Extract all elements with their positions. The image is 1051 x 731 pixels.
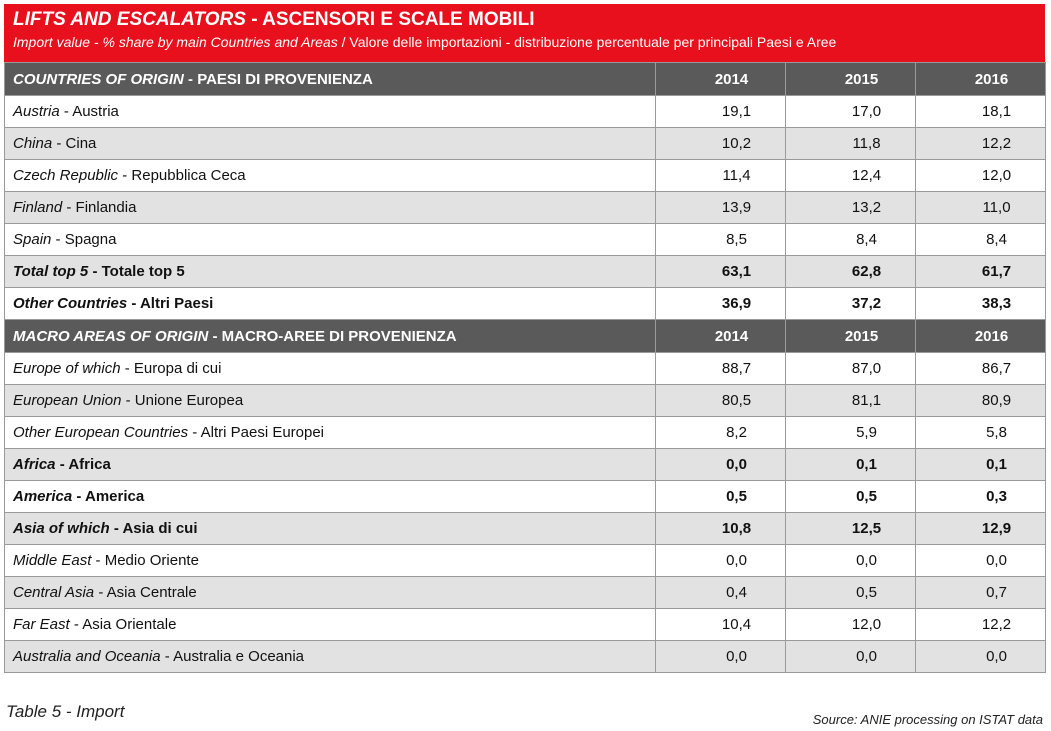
table-row (5, 385, 1046, 417)
row-label (5, 160, 656, 192)
section-heading-en: COUNTRIES OF ORIGIN (13, 70, 184, 88)
value-cell: 0,0 (786, 641, 916, 673)
row-label (5, 288, 656, 320)
label-separator: - (59, 103, 73, 120)
label-separator: - (94, 584, 107, 601)
heading-separator: - (183, 70, 198, 88)
row-label-it: Medio Oriente (104, 552, 199, 569)
label-separator: - (118, 167, 132, 184)
value-cell: 12,9 (916, 513, 1046, 545)
label-separator: - (91, 552, 105, 569)
row-label (5, 192, 656, 224)
row-label-it: Cina (65, 135, 97, 152)
value-cell: 87,0 (786, 353, 916, 385)
row-label-it: Unione Europea (134, 392, 244, 409)
label-separator: - (160, 648, 174, 665)
row-label-en: European Union (13, 392, 122, 409)
value-cell: 10,2 (656, 128, 786, 160)
row-label (5, 609, 656, 641)
value-cell: 81,1 (786, 385, 916, 417)
value-cell: 13,2 (786, 192, 916, 224)
value-cell: 8,2 (656, 417, 786, 449)
row-label (5, 577, 656, 609)
row-label (5, 96, 656, 128)
table-row (5, 449, 1046, 481)
row-label-en: Austria (13, 103, 60, 120)
title-it: ASCENSORI E SCALE MOBILI (262, 9, 535, 30)
value-cell: 0,3 (916, 481, 1046, 513)
value-cell: 0,0 (656, 545, 786, 577)
subtitle-en: Import value - % share by main Countries and Areas (13, 34, 338, 50)
value-cell: 37,2 (786, 288, 916, 320)
label-separator: - (69, 616, 83, 633)
value-cell: 12,2 (916, 128, 1046, 160)
value-cell: 36,9 (656, 288, 786, 320)
table-row (5, 481, 1046, 513)
label-separator: - (188, 424, 201, 441)
row-label-it: Finlandia (75, 199, 137, 216)
value-cell: 12,0 (916, 160, 1046, 192)
subtitle-separator: / (337, 34, 350, 50)
value-cell: 0,0 (656, 641, 786, 673)
row-label-it: Spagna (64, 231, 117, 248)
value-cell: 11,4 (656, 160, 786, 192)
row-label (5, 417, 656, 449)
heading-separator: - (208, 327, 222, 345)
value-cell: 10,4 (656, 609, 786, 641)
row-label (5, 224, 656, 256)
value-cell: 0,4 (656, 577, 786, 609)
row-label-en: China (13, 135, 53, 152)
row-label-en: America (13, 488, 73, 505)
value-cell: 17,0 (786, 96, 916, 128)
section-heading-en: MACRO AREAS OF ORIGIN (13, 327, 209, 345)
row-label-en: Asia of which (13, 520, 110, 537)
section-heading (5, 320, 656, 353)
value-cell: 18,1 (916, 96, 1046, 128)
section-heading (5, 63, 656, 96)
subtitle-it: Valore delle importazioni - distribuzione percentuale per principali Paesi e Aree (349, 34, 837, 50)
value-cell: 0,0 (656, 449, 786, 481)
value-cell: 0,5 (786, 481, 916, 513)
value-cell: 5,8 (916, 417, 1046, 449)
section-heading-it: PAESI DI PROVENIENZA (197, 70, 373, 88)
value-cell: 0,0 (916, 545, 1046, 577)
section-heading-it: MACRO-AREE DI PROVENIENZA (221, 327, 457, 345)
value-cell: 10,8 (656, 513, 786, 545)
row-label (5, 513, 656, 545)
value-cell: 86,7 (916, 353, 1046, 385)
table-row (5, 577, 1046, 609)
year-header: 2016 (916, 320, 1046, 353)
year-header: 2016 (916, 63, 1046, 96)
section-header-row (5, 63, 1046, 96)
source-note: Source: ANIE processing on ISTAT data (812, 712, 1043, 727)
value-cell: 62,8 (786, 256, 916, 288)
value-cell: 63,1 (656, 256, 786, 288)
value-cell: 8,4 (916, 224, 1046, 256)
year-header: 2014 (656, 63, 786, 96)
label-separator: - (52, 135, 66, 152)
year-header: 2015 (786, 63, 916, 96)
value-cell: 12,2 (916, 609, 1046, 641)
row-label-it: Asia Orientale (82, 616, 177, 633)
value-cell: 5,9 (786, 417, 916, 449)
table-row (5, 224, 1046, 256)
row-label-it: Australia e Oceania (173, 648, 305, 665)
label-separator: - (55, 456, 69, 473)
row-label (5, 385, 656, 417)
table-row (5, 96, 1046, 128)
value-cell: 0,5 (656, 481, 786, 513)
table-row (5, 353, 1046, 385)
row-label-it: Asia Centrale (106, 584, 197, 601)
table-row (5, 256, 1046, 288)
label-separator: - (51, 231, 65, 248)
row-label-en: Far East (13, 616, 70, 633)
row-label (5, 353, 656, 385)
section-header-row (5, 320, 1046, 353)
value-cell: 0,5 (786, 577, 916, 609)
value-cell: 8,5 (656, 224, 786, 256)
value-cell: 0,7 (916, 577, 1046, 609)
row-label (5, 256, 656, 288)
label-separator: - (121, 392, 135, 409)
table-row (5, 128, 1046, 160)
row-label-it: Altri Paesi (139, 295, 214, 312)
table-row (5, 609, 1046, 641)
row-label (5, 449, 656, 481)
row-label-it: Austria (72, 103, 119, 120)
row-label-en: Finland (13, 199, 63, 216)
value-cell: 12,4 (786, 160, 916, 192)
row-label-en: Spain (13, 231, 52, 248)
table-row (5, 192, 1046, 224)
value-cell: 61,7 (916, 256, 1046, 288)
row-label-en: Europe of which (13, 360, 121, 377)
label-separator: - (72, 488, 85, 505)
value-cell: 13,9 (656, 192, 786, 224)
value-cell: 11,8 (786, 128, 916, 160)
row-label-it: Europa di cui (133, 360, 222, 377)
row-label-en: Central Asia (13, 584, 95, 601)
table-row (5, 288, 1046, 320)
value-cell: 0,1 (786, 449, 916, 481)
row-label-it: Asia di cui (122, 520, 198, 537)
title-en: LIFTS AND ESCALATORS (13, 9, 246, 30)
row-label-en: Total top 5 (13, 263, 89, 280)
row-label (5, 545, 656, 577)
label-separator: - (62, 199, 76, 216)
value-cell: 0,1 (916, 449, 1046, 481)
row-label-it: Repubblica Ceca (131, 167, 246, 184)
label-separator: - (109, 520, 123, 537)
row-label-en: Africa (13, 456, 56, 473)
row-label-en: Other Countries (13, 295, 128, 312)
table-row (5, 641, 1046, 673)
value-cell: 80,9 (916, 385, 1046, 417)
row-label-en: Middle East (13, 552, 92, 569)
label-separator: - (88, 263, 102, 280)
value-cell: 80,5 (656, 385, 786, 417)
table-row (5, 545, 1046, 577)
row-label (5, 128, 656, 160)
year-header: 2015 (786, 320, 916, 353)
table-row (5, 160, 1046, 192)
table-row (5, 513, 1046, 545)
row-label-it: America (84, 488, 145, 505)
label-separator: - (127, 295, 140, 312)
value-cell: 12,5 (786, 513, 916, 545)
row-label-it: Altri Paesi Europei (200, 424, 325, 441)
table-caption: Table 5 - Import (6, 702, 125, 721)
value-cell: 0,0 (786, 545, 916, 577)
value-cell: 38,3 (916, 288, 1046, 320)
table-row (5, 417, 1046, 449)
row-label-it: Totale top 5 (101, 263, 185, 280)
value-cell: 12,0 (786, 609, 916, 641)
table-body (5, 63, 1046, 673)
page-title (13, 8, 1036, 32)
row-label-it: Africa (68, 456, 111, 473)
year-header: 2014 (656, 320, 786, 353)
row-label (5, 641, 656, 673)
value-cell: 8,4 (786, 224, 916, 256)
row-label-en: Australia and Oceania (13, 648, 161, 665)
value-cell: 19,1 (656, 96, 786, 128)
row-label-en: Czech Republic (13, 167, 119, 184)
title-separator: - (245, 9, 263, 30)
row-label-en: Other European Countries (13, 424, 189, 441)
value-cell: 11,0 (916, 192, 1046, 224)
import-share-table (4, 62, 1046, 673)
value-cell: 88,7 (656, 353, 786, 385)
title-banner (4, 4, 1045, 62)
page-subtitle (13, 32, 1036, 52)
row-label (5, 481, 656, 513)
value-cell: 0,0 (916, 641, 1046, 673)
label-separator: - (120, 360, 134, 377)
